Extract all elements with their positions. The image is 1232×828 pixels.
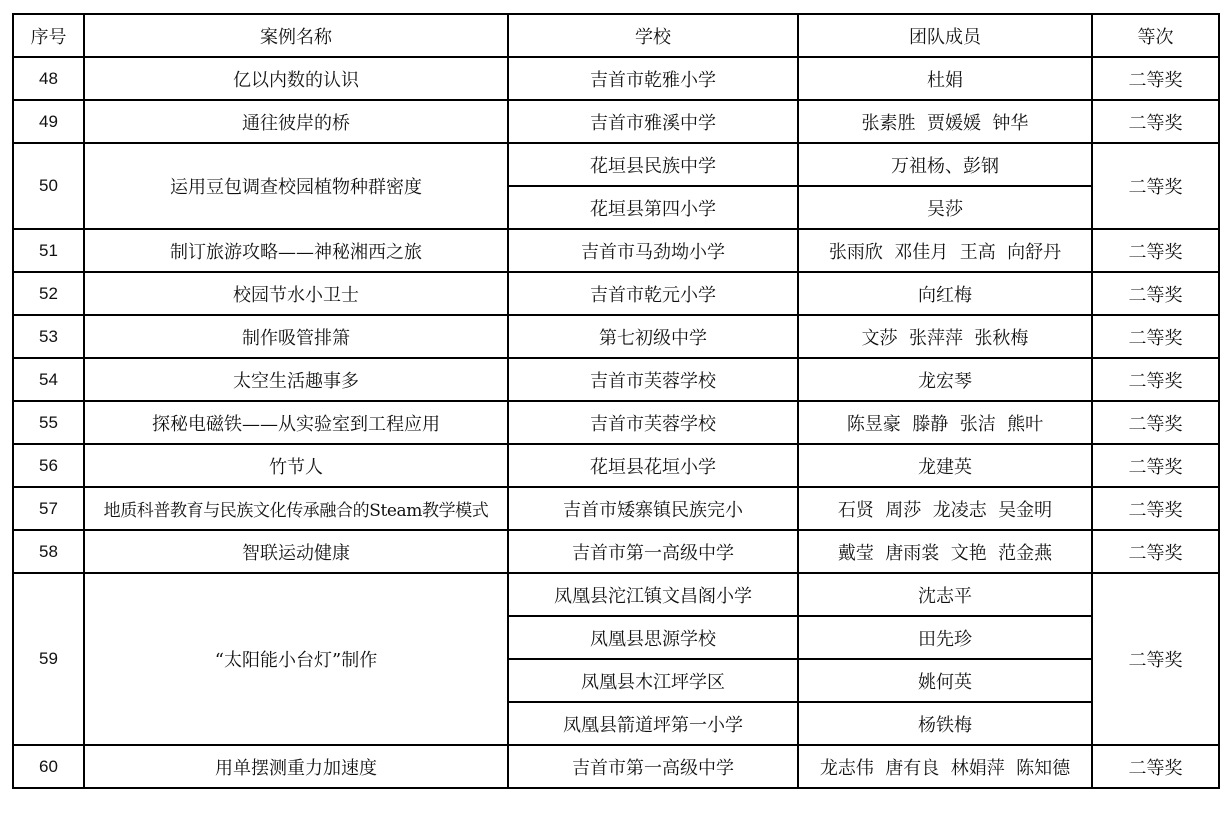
- school-cell: 花垣县民族中学: [508, 143, 798, 186]
- header-row: [13, 14, 1219, 57]
- grade-cell: 二等奖: [1092, 315, 1219, 358]
- school-cell: 吉首市芙蓉学校: [508, 401, 798, 444]
- case-name-cell: 通往彼岸的桥: [84, 100, 508, 143]
- team-cell: 沈志平: [798, 573, 1092, 616]
- team-cell: 龙志伟 唐有良 林娟萍 陈知德: [798, 745, 1092, 788]
- awards-table: [12, 13, 1220, 789]
- seq-cell: 50: [13, 143, 84, 229]
- header-case-name: 案例名称: [84, 14, 508, 57]
- case-name-cell: “太阳能小台灯”制作: [84, 573, 508, 745]
- table-row: [13, 315, 1219, 358]
- team-cell: 张素胜 贾媛媛 钟华: [798, 100, 1092, 143]
- table-row: [13, 358, 1219, 401]
- case-name-cell: 智联运动健康: [84, 530, 508, 573]
- school-cell: 凤凰县沱江镇文昌阁小学: [508, 573, 798, 616]
- school-cell: 吉首市雅溪中学: [508, 100, 798, 143]
- header-seq: 序号: [13, 14, 84, 57]
- case-name-cell: 制订旅游攻略——神秘湘西之旅: [84, 229, 508, 272]
- table-row: [13, 444, 1219, 487]
- grade-cell: 二等奖: [1092, 487, 1219, 530]
- school-cell: 凤凰县木江坪学区: [508, 659, 798, 702]
- case-name-cell: 亿以内数的认识: [84, 57, 508, 100]
- school-cell: 吉首市乾元小学: [508, 272, 798, 315]
- school-cell: 吉首市第一高级中学: [508, 530, 798, 573]
- team-cell: 张雨欣 邓佳月 王高 向舒丹: [798, 229, 1092, 272]
- table-row: [13, 745, 1219, 788]
- seq-cell: 54: [13, 358, 84, 401]
- team-cell: 龙建英: [798, 444, 1092, 487]
- case-name-cell: 竹节人: [84, 444, 508, 487]
- table-row: [13, 401, 1219, 444]
- grade-cell: 二等奖: [1092, 229, 1219, 272]
- school-cell: 吉首市乾雅小学: [508, 57, 798, 100]
- school-cell: 凤凰县箭道坪第一小学: [508, 702, 798, 745]
- team-cell: 杜娟: [798, 57, 1092, 100]
- school-cell: 花垣县第四小学: [508, 186, 798, 229]
- seq-cell: 51: [13, 229, 84, 272]
- grade-cell: 二等奖: [1092, 272, 1219, 315]
- table-row: [13, 573, 1219, 616]
- team-cell: 向红梅: [798, 272, 1092, 315]
- grade-cell: 二等奖: [1092, 100, 1219, 143]
- team-cell: 田先珍: [798, 616, 1092, 659]
- team-cell: 石贤 周莎 龙凌志 吴金明: [798, 487, 1092, 530]
- team-cell: 万祖杨、彭钢: [798, 143, 1092, 186]
- table-row: [13, 100, 1219, 143]
- table-row: [13, 487, 1219, 530]
- team-cell: 杨铁梅: [798, 702, 1092, 745]
- header-grade: 等次: [1092, 14, 1219, 57]
- table-row: [13, 143, 1219, 186]
- team-cell: 陈昱豪 滕静 张洁 熊叶: [798, 401, 1092, 444]
- table-row: [13, 530, 1219, 573]
- case-name-cell: 运用豆包调查校园植物种群密度: [84, 143, 508, 229]
- header-school: 学校: [508, 14, 798, 57]
- school-cell: 吉首市第一高级中学: [508, 745, 798, 788]
- seq-cell: 49: [13, 100, 84, 143]
- school-cell: 吉首市马劲坳小学: [508, 229, 798, 272]
- team-cell: 姚何英: [798, 659, 1092, 702]
- case-name-cell: 太空生活趣事多: [84, 358, 508, 401]
- header-team: 团队成员: [798, 14, 1092, 57]
- table-row: [13, 272, 1219, 315]
- case-name-cell: 校园节水小卫士: [84, 272, 508, 315]
- case-name-cell: 探秘电磁铁——从实验室到工程应用: [84, 401, 508, 444]
- team-cell: 文莎 张萍萍 张秋梅: [798, 315, 1092, 358]
- grade-cell: 二等奖: [1092, 143, 1219, 229]
- school-cell: 第七初级中学: [508, 315, 798, 358]
- team-cell: 吴莎: [798, 186, 1092, 229]
- case-name-cell: 制作吸管排箫: [84, 315, 508, 358]
- seq-cell: 53: [13, 315, 84, 358]
- seq-cell: 60: [13, 745, 84, 788]
- seq-cell: 52: [13, 272, 84, 315]
- table-row: [13, 57, 1219, 100]
- grade-cell: 二等奖: [1092, 573, 1219, 745]
- school-cell: 花垣县花垣小学: [508, 444, 798, 487]
- case-name-cell: 用单摆测重力加速度: [84, 745, 508, 788]
- grade-cell: 二等奖: [1092, 530, 1219, 573]
- grade-cell: 二等奖: [1092, 401, 1219, 444]
- table-row: [13, 229, 1219, 272]
- team-cell: 戴莹 唐雨裳 文艳 范金燕: [798, 530, 1092, 573]
- seq-cell: 48: [13, 57, 84, 100]
- grade-cell: 二等奖: [1092, 745, 1219, 788]
- case-name-cell: 地质科普教育与民族文化传承融合的Steam教学模式: [84, 487, 508, 530]
- school-cell: 凤凰县思源学校: [508, 616, 798, 659]
- seq-cell: 55: [13, 401, 84, 444]
- school-cell: 吉首市矮寨镇民族完小: [508, 487, 798, 530]
- seq-cell: 59: [13, 573, 84, 745]
- school-cell: 吉首市芙蓉学校: [508, 358, 798, 401]
- team-cell: 龙宏琴: [798, 358, 1092, 401]
- seq-cell: 58: [13, 530, 84, 573]
- grade-cell: 二等奖: [1092, 57, 1219, 100]
- grade-cell: 二等奖: [1092, 444, 1219, 487]
- seq-cell: 57: [13, 487, 84, 530]
- grade-cell: 二等奖: [1092, 358, 1219, 401]
- seq-cell: 56: [13, 444, 84, 487]
